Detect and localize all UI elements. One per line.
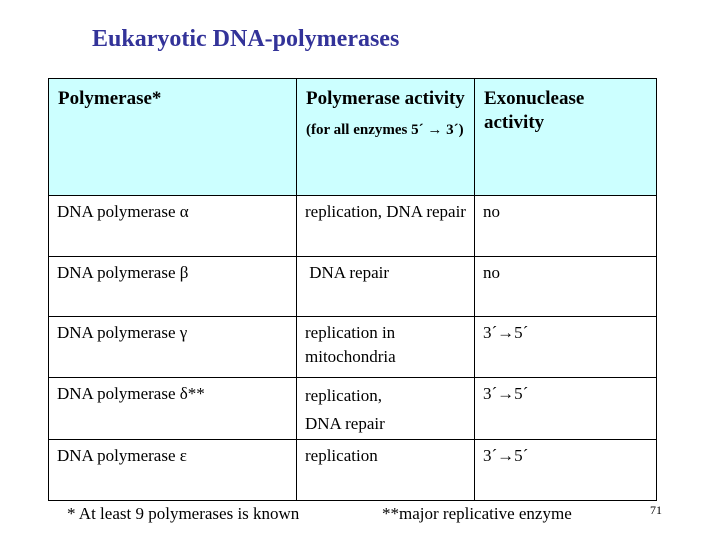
polymerase-name: DNA polymerase β	[57, 263, 189, 282]
header-polymerase-activity	[297, 79, 475, 196]
exonuclease-activity: no	[483, 202, 500, 221]
table-row	[49, 378, 657, 440]
exonuclease-activity: 3´→5´	[483, 446, 529, 465]
polymerase-table	[48, 78, 657, 501]
polymerase-name: DNA polymerase δ**	[57, 384, 205, 403]
page-number: 71	[650, 503, 662, 517]
header-direction-note: (for all enzymes 5´ → 3´)	[306, 122, 464, 138]
polymerase-name: DNA polymerase α	[57, 202, 189, 221]
table-header-row	[49, 79, 657, 196]
exonuclease-activity: 3´→5´	[483, 384, 529, 403]
polymerase-activity: replication	[305, 446, 378, 465]
polymerase-name: DNA polymerase ε	[57, 446, 187, 465]
table-row	[49, 317, 657, 378]
polymerase-activity: replication, DNA repair	[305, 202, 466, 221]
header-exonuclease-activity-label: Exonuclease activity	[484, 88, 585, 133]
table-row	[49, 257, 657, 317]
header-polymerase-label: Polymerase*	[58, 88, 162, 109]
slide-title: Eukaryotic DNA-polymerases	[92, 26, 400, 52]
table-row	[49, 440, 657, 501]
table-row	[49, 196, 657, 257]
exonuclease-activity: no	[483, 263, 500, 282]
header-polymerase-activity-label: Polymerase activity	[306, 88, 465, 109]
polymerase-activity: replication, DNA repair	[305, 386, 385, 433]
exonuclease-activity: 3´→5´	[483, 323, 529, 342]
header-exonuclease-activity	[475, 79, 657, 196]
polymerase-activity: replication in mitochondria	[305, 323, 396, 366]
polymerase-name: DNA polymerase γ	[57, 323, 188, 342]
polymerase-activity: DNA repair	[305, 263, 390, 282]
footnote-polymerase-count: * At least 9 polymerases is known	[67, 504, 300, 523]
footnote-major-enzyme: **major replicative enzyme	[382, 504, 572, 523]
header-polymerase	[49, 79, 297, 196]
